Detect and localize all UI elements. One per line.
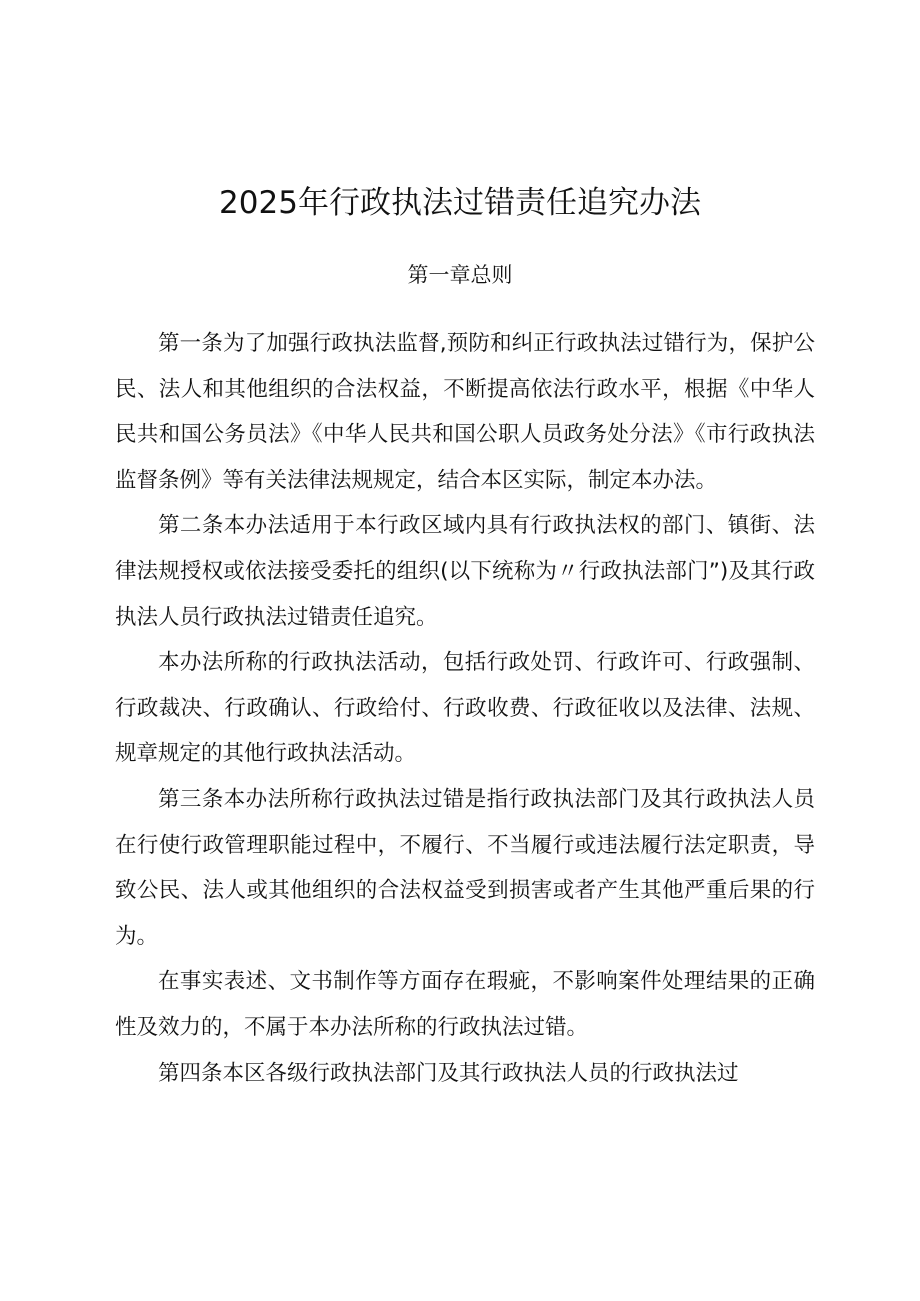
paragraph-article-2: 第二条本办法适用于本行政区域内具有行政执法权的部门、镇街、法律法规授权或依法接受委托的组织(以下统称为〃行政执法部门”)及其行政执法人员行政执法过错责任追究。 [115,513,815,630]
paragraph-article-1: 第一条为了加强行政执法监督,预防和纠正行政执法过错行为，保护公民、法人和其他组织的合法权益，不断提高依法行政水平，根据《中华人民共和国公务员法》《中华人民共和国公职人员政务处分法》《市行政执法监督条例》等有关法律法规规定，结合本区实际，制定本办法。 [115,331,815,493]
paragraph-article-3: 第三条本办法所称行政执法过错是指行政执法部门及其行政执法人员在行使行政管理职能过程中，不履行、不当履行或违法履行法定职责，导致公民、法人或其他组织的合法权益受到损害或者产生其他严重后果的行为。 [115,786,815,949]
paragraph-scope: 本办法所称的行政执法活动，包括行政处罚、行政许可、行政强制、行政裁决、行政确认、行政给付、行政收费、行政征收以及法律、法规、规章规定的其他行政执法活动。 [115,650,815,767]
document-title: 2025年行政执法过错责任追究办法 [219,185,701,221]
document-body [115,321,815,1096]
paragraph-exception: 在事实表述、文书制作等方面存在瑕疵，不影响案件处理结果的正确性及效力的，不属于本办法所称的行政执法过错。 [115,969,815,1040]
chapter-title: 第一章总则 [407,263,513,287]
paragraph-article-4: 第四条本区各级行政执法部门及其行政执法人员的行政执法过 [158,1060,739,1086]
